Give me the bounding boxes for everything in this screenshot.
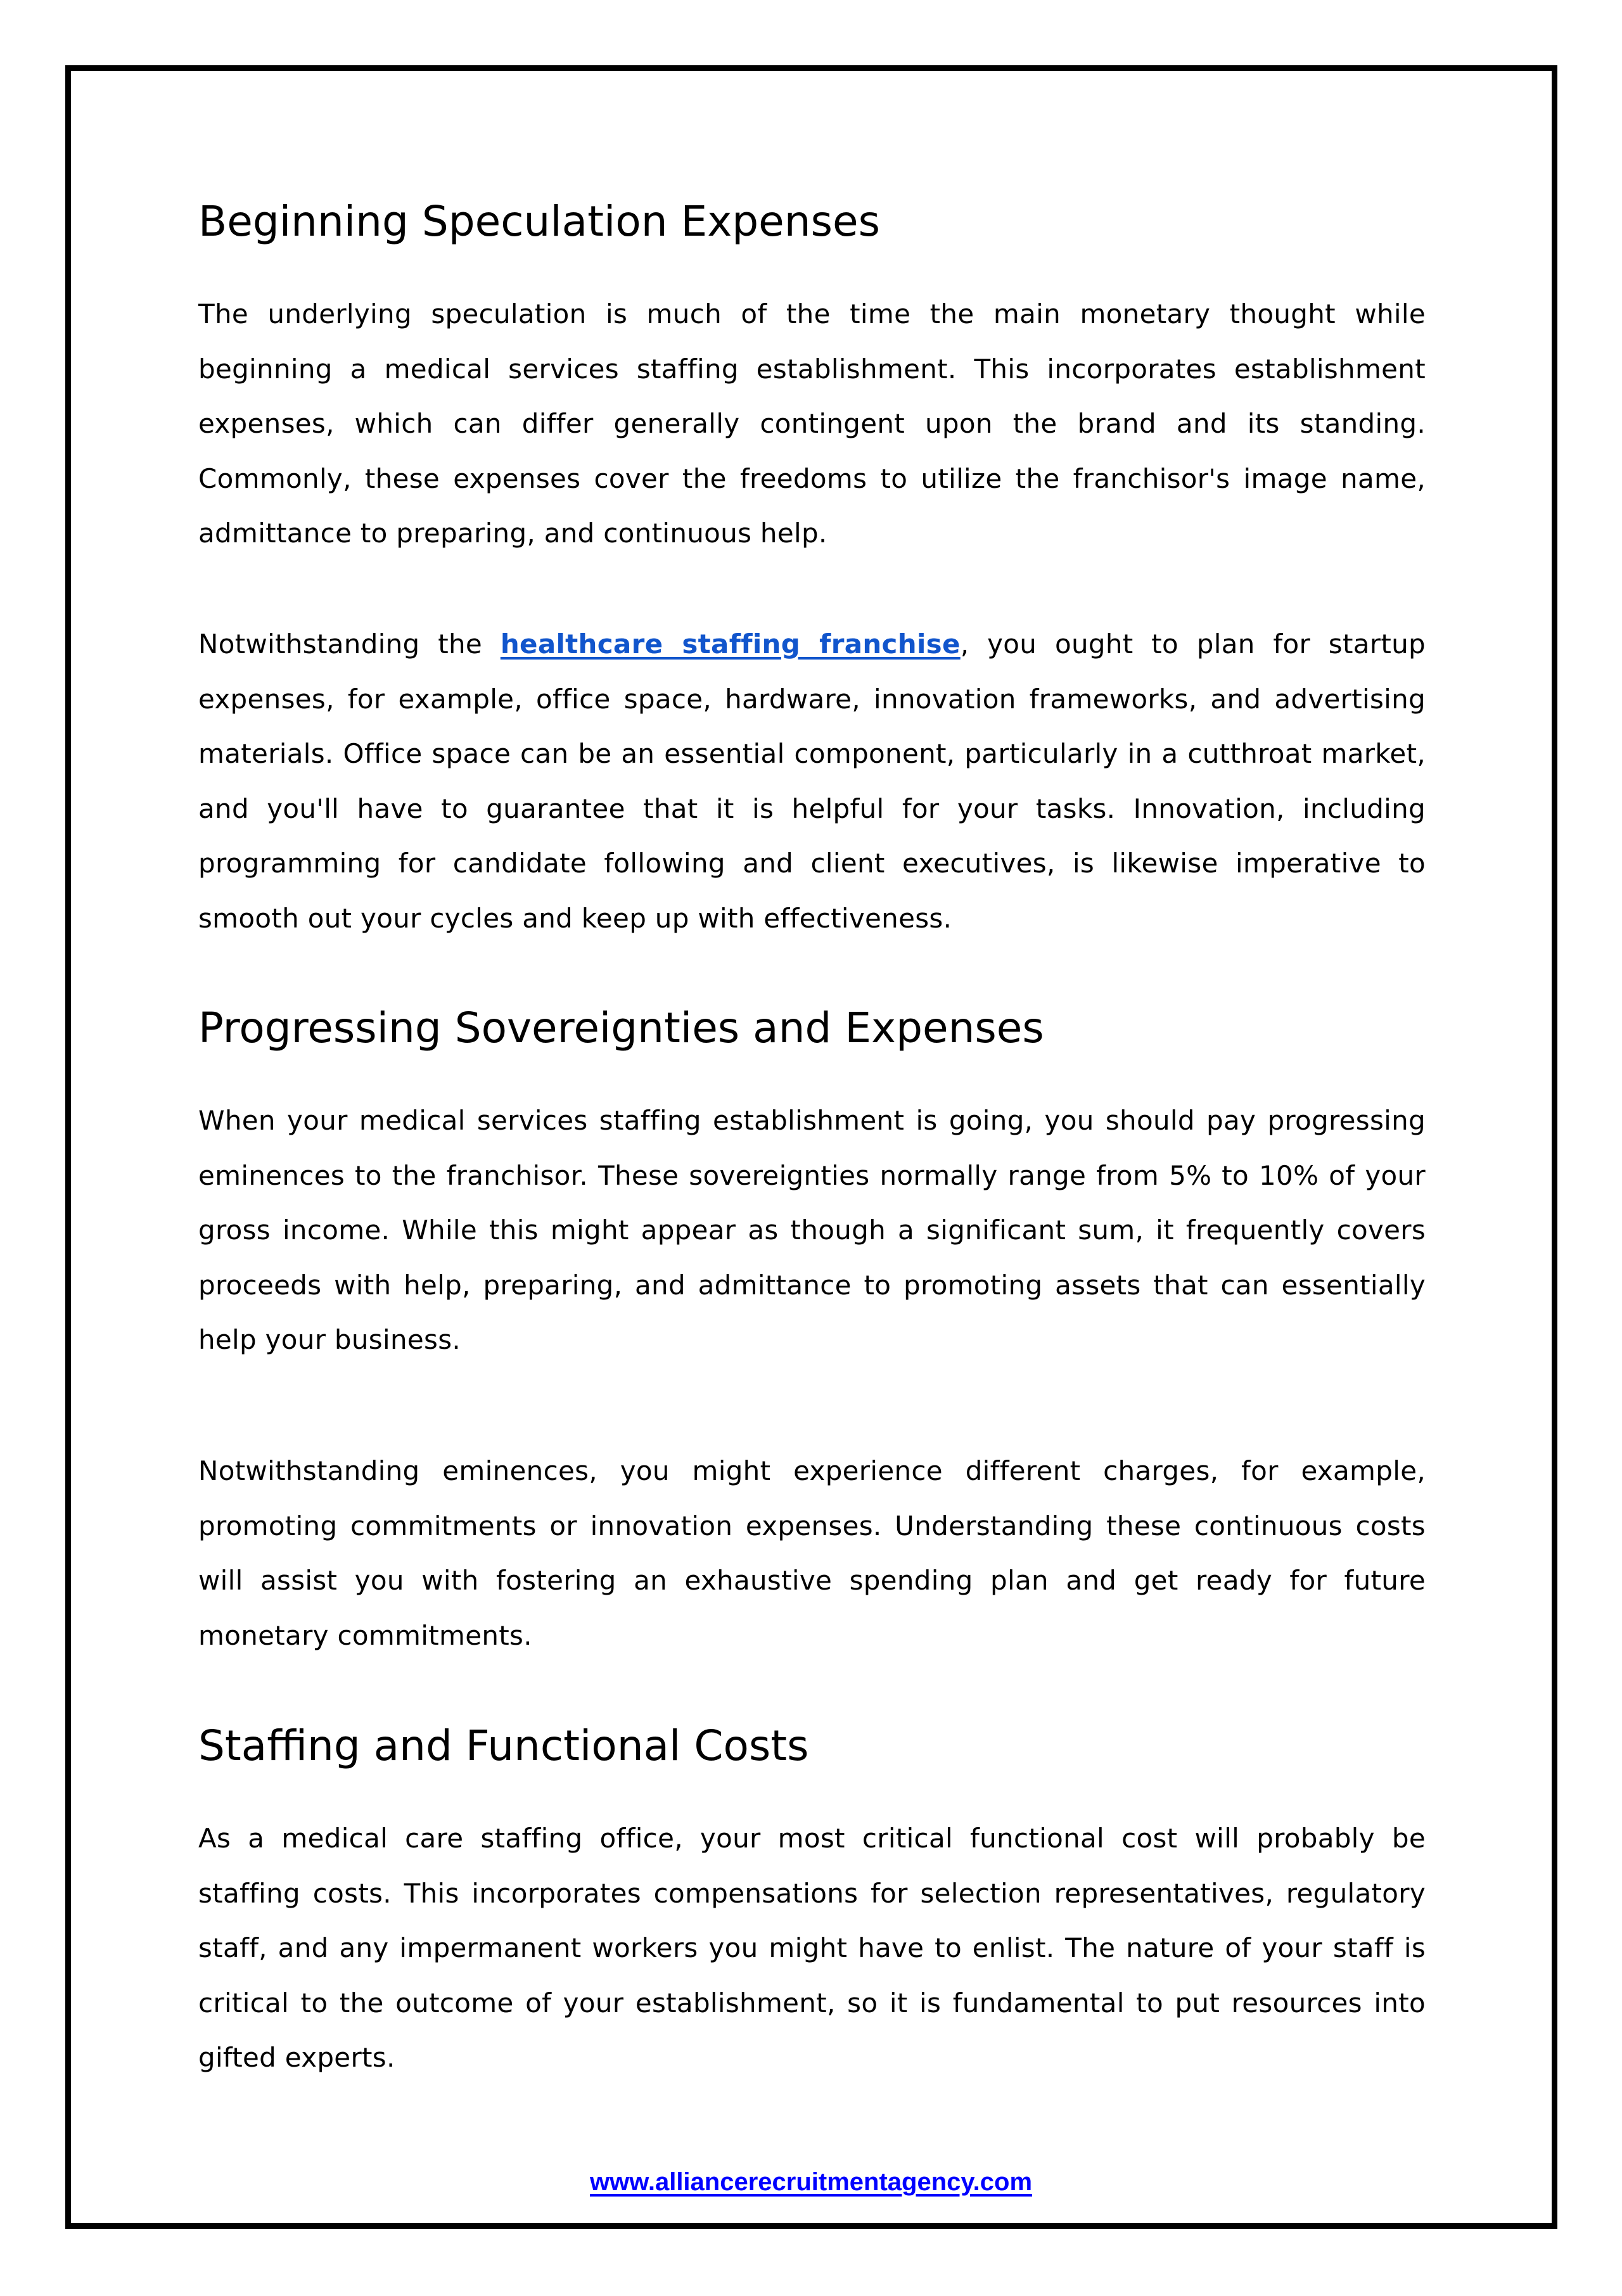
paragraph-initial-investment: The underlying speculation is much of the time the main monetary thought while beginning a medical services staffing establishment. This incorporates establishment expenses, which can differ generally contingent upon the brand and its standing. Commonly, these expenses cover the freedoms to utilize the franchisor's image name, admittance to preparing, and continuous help. — [198, 298, 1426, 549]
paragraph-startup-expenses — [198, 617, 1426, 946]
section-heading-beginning-speculation: Beginning Speculation Expenses — [198, 197, 880, 246]
healthcare-staffing-franchise-link[interactable]: healthcare staffing franchise — [500, 628, 961, 660]
paragraph-royalties: When your medical services staffing establishment is going, you should pay progressing eminences to the franchisor. These sovereignties normally range from 5% to 10% of your gross income. While this might appear as though a significant sum, it frequently covers proceeds with help, preparing, and admittance to promoting assets that can essentially help your business. — [198, 1105, 1426, 1355]
paragraph-text-after-link: , you ought to plan for startup expenses, for example, office space, hardware, innovation frameworks, and advertising materials. Office space can be an essential component, particularly in a cutthroat market, and you'll have to guarantee that it is helpful for your tasks. Innovation, including programming for candidate following and client executives, is likewise imperative to smooth out your cycles and keep up with effectiveness. — [198, 628, 1426, 934]
footer-website-link[interactable]: www.alliancerecruitmentagency.com — [589, 2168, 1033, 2196]
paragraph-text-before-link: Notwithstanding the — [198, 628, 501, 660]
paragraph-staffing-costs: As a medical care staffing office, your most critical functional cost will probably be staffing costs. This incorporates compensations for selection representatives, regulatory staff, and any impermanent workers you might have to enlist. The nature of your staff is critical to the outcome of your establishment, so it is fundamental to put resources into gifted experts. — [198, 1823, 1426, 2073]
section-heading-progressing-sovereignties: Progressing Sovereignties and Expenses — [198, 1004, 1044, 1052]
section-heading-staffing-costs: Staffing and Functional Costs — [198, 1721, 809, 1770]
paragraph-other-charges: Notwithstanding eminences, you might experience different charges, for example, promoting commitments or innovation expenses. Understanding these continuous costs will assist you with fostering an exhaustive spending plan and get ready for future monetary commitments. — [198, 1455, 1426, 1651]
page-footer — [0, 2168, 1622, 2197]
